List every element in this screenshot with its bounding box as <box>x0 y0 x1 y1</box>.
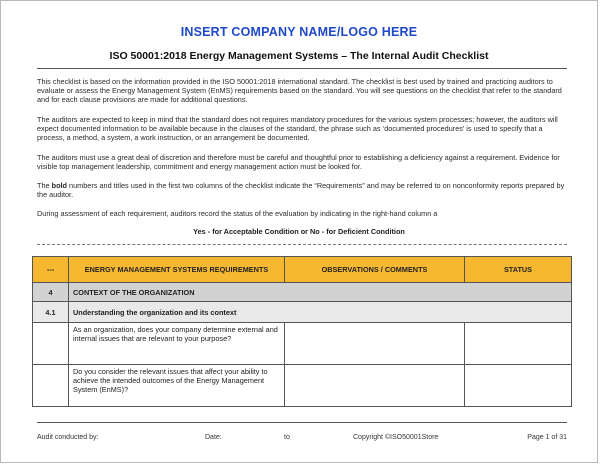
status-cell[interactable] <box>465 365 572 407</box>
p4-prefix: The <box>37 181 52 190</box>
subsection-title: Understanding the organization and its context <box>69 302 572 323</box>
question-text: As an organization, does your company determine external and internal issues that are relevant to your purpose? <box>69 323 285 365</box>
table-row <box>33 323 572 365</box>
observations-cell[interactable] <box>285 365 465 407</box>
status-legend: Yes - for Acceptable Condition or No - for Deficient Condition <box>193 227 405 236</box>
audit-checklist-table <box>32 256 572 407</box>
company-name-placeholder: INSERT COMPANY NAME/LOGO HERE <box>180 25 418 39</box>
section-title: CONTEXT OF THE ORGANIZATION <box>69 283 572 302</box>
table-header-row <box>33 257 572 283</box>
p4-bold-word: bold <box>51 181 68 190</box>
document-title: ISO 50001:2018 Energy Management Systems – The Internal Audit Checklist <box>109 50 489 62</box>
footer-date-label: Date: <box>205 434 222 441</box>
header-status: STATUS <box>465 257 572 283</box>
table-row <box>33 365 572 407</box>
observations-cell[interactable] <box>285 323 465 365</box>
footer-divider <box>37 422 567 423</box>
question-number-cell <box>33 323 69 365</box>
footer-to-label: to <box>284 434 290 441</box>
intro-paragraph-5: During assessment of each requirement, auditors record the status of the evaluation by indicating in the right-hand column a <box>37 209 438 218</box>
intro-paragraph-2: The auditors are expected to keep in mind that the standard does not requires mandatory procedures for the various system processes; however, the auditors will expect documented information to be available because in the clauses of the standard, the phrase such as ‘documented procedures’ is used to specify that a process, a method, a system, a work instruction, or an arrangement be documented. <box>37 115 558 143</box>
status-cell[interactable] <box>465 323 572 365</box>
section-number: 4 <box>33 283 69 302</box>
subsection-number: 4.1 <box>33 302 69 323</box>
intro-paragraph-4 <box>37 181 567 199</box>
footer-audit-conducted-by: Audit conducted by: <box>37 434 99 441</box>
section-dashed-divider <box>37 244 567 245</box>
intro-paragraph-1: This checklist is based on the information provided in the ISO 50001:2018 international standard. The checklist is best used by trained and practicing auditors to evaluate or assess the Energy Management System (EnMS) requirements based on the standard. You will see questions on the checklist that refer to the standard and for each clause provisions are made for additional questions. <box>37 77 562 105</box>
footer-copyright: Copyright ©ISO50001Store <box>353 434 439 441</box>
section-row <box>33 283 572 302</box>
intro-paragraph-3: The auditors must use a great deal of discretion and therefore must be careful and thoughtful prior to establishing a deficiency against a requirement. Evidence for visible top management leadership, commitment and energy management action must be looked for. <box>37 153 560 172</box>
header-number: --- <box>33 257 69 283</box>
header-observations: OBSERVATIONS / COMMENTS <box>285 257 465 283</box>
header-requirements: ENERGY MANAGEMENT SYSTEMS REQUIREMENTS <box>69 257 285 283</box>
question-text: Do you consider the relevant issues that affect your ability to achieve the intended outcomes of the Energy Management System (EnMS)? <box>69 365 285 407</box>
question-number-cell <box>33 365 69 407</box>
title-divider <box>37 68 567 69</box>
p4-rest: numbers and titles used in the first two columns of the checklist indicate the “Requirements” and may be referred to on nonconformity reports prepared by the auditor. <box>37 181 565 200</box>
subsection-row <box>33 302 572 323</box>
footer-page-number: Page 1 of 31 <box>527 434 567 441</box>
